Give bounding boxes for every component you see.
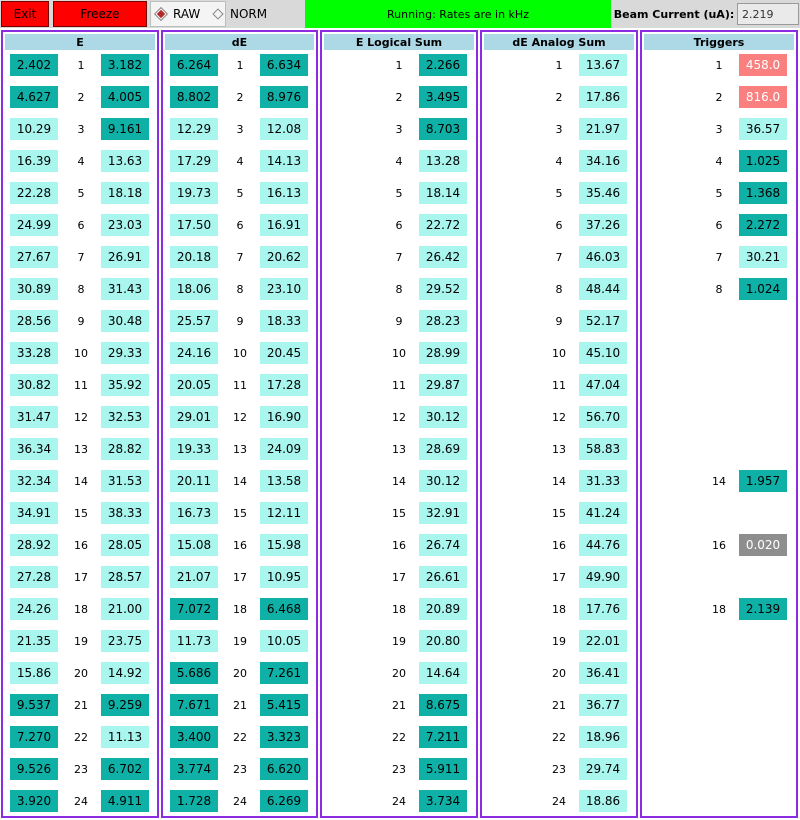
channel-number: 8 [236,282,244,296]
channel-number: 5 [395,186,403,200]
rate-cell-right: 6.702 [101,758,149,780]
rate-cell-right: 1.957 [739,470,787,492]
rate-cell-right: 18.96 [579,726,627,748]
channel-number: 24 [552,794,566,808]
rate-cell-left: 3.774 [170,758,218,780]
panel-de [161,30,318,818]
channel-number: 21 [552,698,566,712]
panel-title: E [5,34,155,50]
rate-cell-right: 458.0 [739,54,787,76]
channel-number: 22 [552,730,566,744]
channel-number: 22 [233,730,247,744]
channel-number: 18 [552,602,566,616]
rate-cell-left: 2.402 [10,54,58,76]
rate-cell-left: 21.35 [10,630,58,652]
rate-cell-right: 13.28 [419,150,467,172]
channel-number: 4 [715,154,723,168]
channel-number: 5 [77,186,85,200]
rate-cell-right: 35.46 [579,182,627,204]
rate-cell-right: 4.911 [101,790,149,812]
rate-cell-right: 36.77 [579,694,627,716]
rate-cell-left: 24.99 [10,214,58,236]
channel-number: 3 [77,122,85,136]
channel-number: 2 [715,90,723,104]
channel-number: 16 [552,538,566,552]
rate-cell-right: 1.368 [739,182,787,204]
channel-number: 11 [74,378,88,392]
rate-cell-left: 30.82 [10,374,58,396]
channel-number: 16 [712,538,726,552]
channel-number: 9 [395,314,403,328]
rate-cell-right: 20.89 [419,598,467,620]
channel-number: 1 [236,58,244,72]
rate-cell-right: 6.634 [260,54,308,76]
rate-cell-right: 7.261 [260,662,308,684]
panel-title: Triggers [644,34,794,50]
channel-number: 13 [552,442,566,456]
rate-cell-right: 18.33 [260,310,308,332]
channel-number: 24 [392,794,406,808]
panel-title: dE [165,34,314,50]
rate-cell-right: 5.911 [419,758,467,780]
rate-cell-right: 5.415 [260,694,308,716]
rate-cell-right: 26.42 [419,246,467,268]
beam-current-label: Beam Current (uA): [613,7,735,21]
rate-cell-right: 29.74 [579,758,627,780]
rate-cell-right: 30.48 [101,310,149,332]
rate-cell-right: 6.269 [260,790,308,812]
channel-number: 18 [392,602,406,616]
channel-number: 14 [552,474,566,488]
rate-cell-left: 34.91 [10,502,58,524]
channel-number: 12 [74,410,88,424]
channel-number: 2 [395,90,403,104]
rate-cell-right: 14.64 [419,662,467,684]
channel-number: 9 [77,314,85,328]
rate-cell-left: 10.29 [10,118,58,140]
panel-title: dE Analog Sum [484,34,634,50]
rate-cell-left: 18.06 [170,278,218,300]
rate-cell-right: 26.61 [419,566,467,588]
channel-number: 17 [552,570,566,584]
rate-cell-right: 47.04 [579,374,627,396]
rate-cell-left: 17.29 [170,150,218,172]
rate-cell-right: 6.620 [260,758,308,780]
rate-cell-right: 28.69 [419,438,467,460]
rate-cell-left: 8.802 [170,86,218,108]
rate-cell-right: 26.74 [419,534,467,556]
channel-number: 7 [236,250,244,264]
channel-number: 9 [555,314,563,328]
panel-e [1,30,159,818]
rate-cell-right: 3.323 [260,726,308,748]
channel-number: 21 [74,698,88,712]
rate-cell-left: 19.73 [170,182,218,204]
rate-cell-right: 8.675 [419,694,467,716]
channel-number: 11 [392,378,406,392]
rate-cell-right: 56.70 [579,406,627,428]
channel-number: 4 [236,154,244,168]
rate-cell-right: 49.90 [579,566,627,588]
channel-number: 7 [715,250,723,264]
rate-cell-left: 17.50 [170,214,218,236]
channel-number: 4 [395,154,403,168]
rate-cell-right: 28.23 [419,310,467,332]
rate-cell-right: 9.161 [101,118,149,140]
rate-cell-left: 9.537 [10,694,58,716]
channel-number: 10 [392,346,406,360]
rate-cell-right: 30.21 [739,246,787,268]
channel-number: 2 [77,90,85,104]
rate-cell-left: 5.686 [170,662,218,684]
channel-number: 7 [77,250,85,264]
rate-cell-right: 30.12 [419,406,467,428]
rate-cell-left: 3.400 [170,726,218,748]
channel-number: 20 [74,666,88,680]
channel-number: 1 [395,58,403,72]
rate-cell-right: 31.33 [579,470,627,492]
rate-cell-left: 20.05 [170,374,218,396]
channel-number: 1 [77,58,85,72]
channel-number: 3 [236,122,244,136]
rate-cell-right: 3.734 [419,790,467,812]
rate-cell-left: 16.73 [170,502,218,524]
rate-cell-left: 33.28 [10,342,58,364]
channel-number: 3 [395,122,403,136]
beam-current-field[interactable]: 2.219 [737,3,799,25]
channel-number: 5 [715,186,723,200]
rate-cell-left: 28.56 [10,310,58,332]
rate-cell-right: 28.57 [101,566,149,588]
radio-selected-icon [155,8,166,19]
rate-cell-right: 29.52 [419,278,467,300]
rate-cell-right: 31.53 [101,470,149,492]
rate-cell-left: 19.33 [170,438,218,460]
channel-number: 19 [392,634,406,648]
rate-cell-left: 22.28 [10,182,58,204]
channel-number: 11 [233,378,247,392]
channel-number: 6 [555,218,563,232]
rate-cell-right: 17.28 [260,374,308,396]
channel-number: 23 [74,762,88,776]
rate-cell-left: 7.072 [170,598,218,620]
rate-cell-right: 23.03 [101,214,149,236]
rate-cell-right: 2.139 [739,598,787,620]
rate-cell-left: 32.34 [10,470,58,492]
rate-cell-left: 15.08 [170,534,218,556]
panel-de-analog-sum [480,30,638,818]
rate-cell-right: 16.90 [260,406,308,428]
channel-number: 8 [715,282,723,296]
rate-cell-right: 0.020 [739,534,787,556]
rate-cell-right: 38.33 [101,502,149,524]
rate-cell-right: 28.05 [101,534,149,556]
rate-cell-right: 3.495 [419,86,467,108]
channel-number: 13 [392,442,406,456]
channel-number: 11 [552,378,566,392]
channel-number: 12 [233,410,247,424]
rate-cell-right: 36.41 [579,662,627,684]
channel-number: 22 [392,730,406,744]
rate-cell-left: 20.11 [170,470,218,492]
rate-cell-left: 24.26 [10,598,58,620]
rate-cell-right: 13.58 [260,470,308,492]
channel-number: 18 [712,602,726,616]
rate-cell-right: 13.63 [101,150,149,172]
panel-e-logical-sum [320,30,478,818]
rate-cell-right: 9.259 [101,694,149,716]
channel-number: 14 [233,474,247,488]
rate-cell-right: 36.57 [739,118,787,140]
rate-cell-right: 21.97 [579,118,627,140]
channel-number: 19 [552,634,566,648]
rate-cell-left: 7.671 [170,694,218,716]
rate-cell-right: 23.10 [260,278,308,300]
rate-cell-left: 20.18 [170,246,218,268]
channel-number: 1 [715,58,723,72]
rate-cell-right: 26.91 [101,246,149,268]
rate-cell-right: 17.86 [579,86,627,108]
channel-number: 20 [233,666,247,680]
rate-cell-left: 15.86 [10,662,58,684]
channel-number: 14 [74,474,88,488]
rate-cell-right: 35.92 [101,374,149,396]
channel-number: 24 [233,794,247,808]
radio-unselected-icon [212,8,223,19]
channel-number: 10 [233,346,247,360]
rate-cell-right: 24.09 [260,438,308,460]
channel-number: 8 [395,282,403,296]
channel-number: 3 [555,122,563,136]
channel-number: 16 [74,538,88,552]
rate-cell-right: 7.211 [419,726,467,748]
rate-cell-right: 10.95 [260,566,308,588]
channel-number: 16 [392,538,406,552]
channel-number: 5 [236,186,244,200]
rate-cell-right: 20.80 [419,630,467,652]
rate-cell-right: 13.67 [579,54,627,76]
rate-cell-right: 18.86 [579,790,627,812]
rate-cell-left: 25.57 [170,310,218,332]
channel-number: 17 [74,570,88,584]
rate-cell-right: 816.0 [739,86,787,108]
channel-number: 6 [236,218,244,232]
rate-cell-right: 10.05 [260,630,308,652]
channel-number: 6 [395,218,403,232]
channel-number: 12 [392,410,406,424]
rate-cell-left: 28.92 [10,534,58,556]
rate-cell-right: 21.00 [101,598,149,620]
rate-cell-right: 34.16 [579,150,627,172]
rate-cell-left: 16.39 [10,150,58,172]
rate-cell-right: 22.01 [579,630,627,652]
run-status: Running: Rates are in kHz [305,0,611,28]
rate-cell-right: 31.43 [101,278,149,300]
rate-cell-left: 7.270 [10,726,58,748]
channel-number: 20 [552,666,566,680]
rate-cell-right: 37.26 [579,214,627,236]
rate-cell-left: 30.89 [10,278,58,300]
rate-cell-right: 14.92 [101,662,149,684]
rate-cell-right: 20.45 [260,342,308,364]
rate-cell-left: 6.264 [170,54,218,76]
rate-cell-right: 58.83 [579,438,627,460]
channel-number: 18 [233,602,247,616]
channel-number: 15 [233,506,247,520]
rate-cell-left: 36.34 [10,438,58,460]
rate-cell-right: 41.24 [579,502,627,524]
channel-number: 4 [77,154,85,168]
rate-cell-right: 28.82 [101,438,149,460]
channel-number: 5 [555,186,563,200]
channel-number: 20 [392,666,406,680]
exit-button[interactable]: Exit [1,1,49,27]
panel-triggers [640,30,798,818]
rate-cell-right: 32.53 [101,406,149,428]
rate-cell-right: 1.025 [739,150,787,172]
channel-number: 6 [77,218,85,232]
rate-cell-right: 8.976 [260,86,308,108]
rate-cell-left: 9.526 [10,758,58,780]
channel-number: 12 [552,410,566,424]
channel-number: 17 [392,570,406,584]
channel-number: 19 [233,634,247,648]
rate-cell-right: 17.76 [579,598,627,620]
channel-number: 15 [74,506,88,520]
rate-cell-right: 11.13 [101,726,149,748]
channel-number: 19 [74,634,88,648]
rate-cell-right: 46.03 [579,246,627,268]
channel-number: 7 [395,250,403,264]
rate-cell-left: 31.47 [10,406,58,428]
channel-number: 21 [392,698,406,712]
rate-cell-right: 44.76 [579,534,627,556]
channel-number: 1 [555,58,563,72]
rate-cell-right: 15.98 [260,534,308,556]
rate-cell-right: 30.12 [419,470,467,492]
rate-cell-right: 1.024 [739,278,787,300]
channel-number: 6 [715,218,723,232]
channel-number: 22 [74,730,88,744]
channel-number: 14 [712,474,726,488]
rate-cell-right: 6.468 [260,598,308,620]
toolbar [0,0,800,28]
rate-cell-right: 52.17 [579,310,627,332]
channel-number: 10 [74,346,88,360]
rate-cell-right: 14.13 [260,150,308,172]
rate-cell-left: 4.627 [10,86,58,108]
channel-number: 13 [74,442,88,456]
freeze-button[interactable]: Freeze [53,1,147,27]
rate-cell-right: 29.87 [419,374,467,396]
rate-cell-right: 18.18 [101,182,149,204]
channel-number: 24 [74,794,88,808]
channel-number: 7 [555,250,563,264]
norm-radio-label: NORM [230,7,268,21]
rate-cell-right: 12.08 [260,118,308,140]
rate-cell-left: 24.16 [170,342,218,364]
rate-cell-right: 16.13 [260,182,308,204]
rate-cell-right: 48.44 [579,278,627,300]
raw-radio-label: RAW [173,7,201,21]
rate-cell-left: 29.01 [170,406,218,428]
channel-number: 23 [552,762,566,776]
rate-cell-right: 18.14 [419,182,467,204]
rate-cell-left: 1.728 [170,790,218,812]
channel-number: 8 [555,282,563,296]
channel-number: 3 [715,122,723,136]
panel-title: E Logical Sum [324,34,474,50]
channel-number: 23 [392,762,406,776]
rate-cell-left: 12.29 [170,118,218,140]
rate-cell-right: 23.75 [101,630,149,652]
channel-number: 21 [233,698,247,712]
channel-number: 2 [236,90,244,104]
norm-radio[interactable] [208,1,274,27]
rate-cell-right: 12.11 [260,502,308,524]
rate-cell-right: 2.266 [419,54,467,76]
channel-number: 17 [233,570,247,584]
channel-number: 15 [392,506,406,520]
rate-cell-right: 8.703 [419,118,467,140]
rate-cell-left: 21.07 [170,566,218,588]
channel-number: 18 [74,602,88,616]
rate-cell-right: 32.91 [419,502,467,524]
channel-number: 23 [233,762,247,776]
channel-number: 16 [233,538,247,552]
channel-number: 9 [236,314,244,328]
rate-cell-right: 3.182 [101,54,149,76]
channel-number: 4 [555,154,563,168]
channel-number: 13 [233,442,247,456]
channel-number: 15 [552,506,566,520]
rate-cell-right: 22.72 [419,214,467,236]
rate-cell-right: 2.272 [739,214,787,236]
rate-cell-right: 28.99 [419,342,467,364]
rate-cell-right: 45.10 [579,342,627,364]
channel-number: 2 [555,90,563,104]
channel-number: 14 [392,474,406,488]
rate-cell-left: 27.28 [10,566,58,588]
rate-cell-left: 11.73 [170,630,218,652]
rate-cell-right: 4.005 [101,86,149,108]
rate-cell-right: 16.91 [260,214,308,236]
channel-number: 10 [552,346,566,360]
rate-cell-right: 29.33 [101,342,149,364]
rate-cell-left: 27.67 [10,246,58,268]
channel-number: 8 [77,282,85,296]
rate-cell-left: 3.920 [10,790,58,812]
rate-cell-right: 20.62 [260,246,308,268]
